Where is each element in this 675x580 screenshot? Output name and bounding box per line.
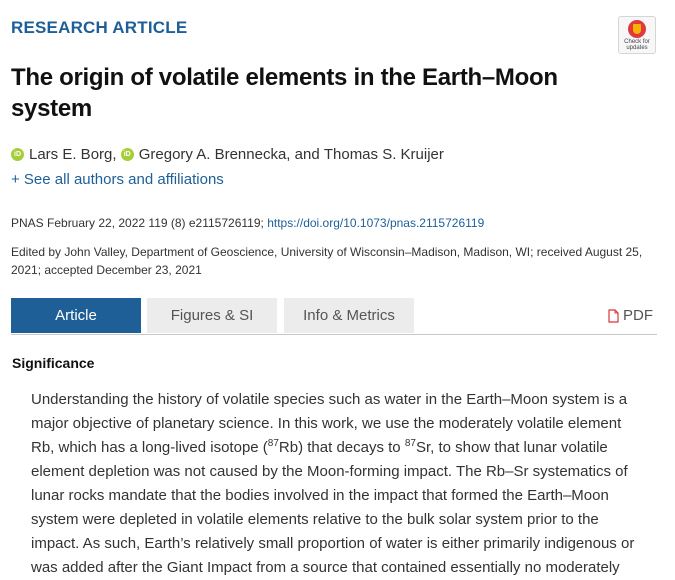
- citation-line: [11, 216, 484, 230]
- article-tabs: [11, 298, 657, 335]
- doi-link[interactable]: https://doi.org/10.1073/pnas.2115726119: [267, 216, 485, 230]
- pdf-link[interactable]: [608, 298, 653, 333]
- citation-text: PNAS February 22, 2022 119 (8) e2115726119;: [11, 216, 264, 230]
- author-separator: ,: [112, 146, 117, 163]
- author-name[interactable]: Thomas S. Kruijer: [323, 146, 444, 163]
- author-separator: , and: [286, 146, 320, 163]
- edited-by-note: Edited by John Valley, Department of Geoscience, University of Wisconsin–Madison, Madison, WI; received August 25, 2021; accepted December 23, 2021: [11, 245, 643, 277]
- pdf-label: PDF: [623, 307, 653, 324]
- tab-article[interactable]: Article: [11, 298, 141, 333]
- isotope-mass: 87: [267, 438, 279, 449]
- tab-figures-si[interactable]: Figures & SI: [147, 298, 277, 333]
- isotope-mass: 87: [404, 438, 416, 449]
- tab-info-metrics[interactable]: Info & Metrics: [284, 298, 414, 333]
- badge-text: Check for updates: [624, 39, 650, 51]
- significance-text: [31, 388, 641, 580]
- orcid-icon[interactable]: iD: [121, 148, 134, 161]
- author-list: [11, 146, 444, 163]
- significance-part: Understanding the history of volatile species such as water in the Earth–Moon system is a major objective of planetary science. In this work, we use the moderately volatile element Rb, which has a long-lived isotope (: [31, 391, 628, 456]
- see-all-authors-link[interactable]: + See all authors and affiliations: [11, 171, 224, 188]
- significance-heading: Significance: [12, 355, 95, 371]
- author-name[interactable]: Lars E. Borg: [29, 146, 113, 163]
- article-title: The origin of volatile elements in the Earth–Moon system: [11, 64, 558, 122]
- significance-part: Sr: [415, 439, 431, 456]
- orcid-icon[interactable]: iD: [11, 148, 24, 161]
- section-label: RESEARCH ARTICLE: [11, 18, 188, 37]
- update-icon: [628, 20, 646, 38]
- pdf-icon: [608, 309, 619, 323]
- check-for-updates-badge[interactable]: [618, 16, 656, 54]
- significance-part: , to show that lunar volatile element depletion was not caused by the Moon-forming impact. The Rb–Sr systematics of lunar rocks mandate that the bodies involved in the impact that formed the Earth–Moon system were depleted in volatile elements relative to the bulk solar system prior to the impact. As such, Earth’s relatively small proportion of water is either primarily indigenous or was added after the Giant Impact from a source that contained essentially no moderately: [31, 439, 635, 576]
- significance-part: Rb) that decays to: [278, 439, 405, 456]
- author-name[interactable]: Gregory A. Brennecka: [138, 146, 287, 163]
